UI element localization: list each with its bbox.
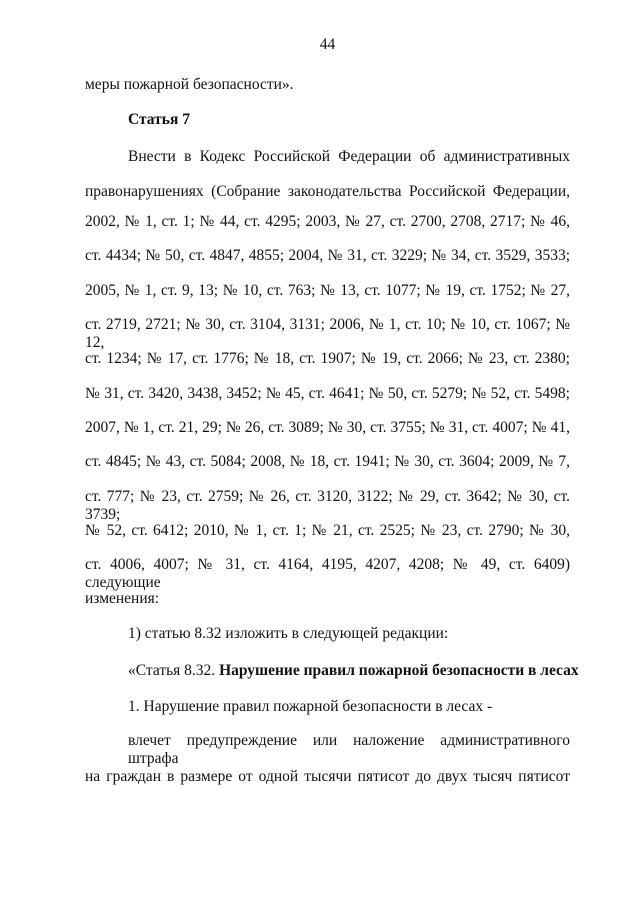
text-line: ст. 4006, 4007; № 31, ст. 4164, 4195, 4207, 4208; № 49, ст. 6409) следующие: [85, 556, 570, 591]
article-heading: [128, 111, 570, 129]
article-title: [128, 662, 579, 680]
text-line: 2007, № 1, ст. 21, 29; № 26, ст. 3089; № 30, ст. 3755; № 31, ст. 4007; № 41,: [85, 419, 570, 436]
text-line: 2005, № 1, ст. 9, 13; № 10, ст. 763; № 13, ст. 1077; № 19, ст. 1752; № 27,: [85, 282, 570, 299]
text-line: на граждан в размере от одной тысячи пятисот до двух тысяч пятисот: [85, 768, 570, 785]
text-line: правонарушениях (Собрание законодательства Российской Федерации,: [85, 183, 570, 200]
text-line: влечет предупреждение или наложение административного штрафа: [128, 732, 570, 767]
text-line: ст. 4845; № 43, ст. 5084; 2008, № 18, ст. 1941; № 30, ст. 3604; 2009, № 7,: [85, 453, 570, 470]
text-line: ст. 4434; № 50, ст. 4847, 4855; 2004, № 31, ст. 3229; № 34, ст. 3529, 3533;: [85, 247, 570, 264]
text-line: ст. 777; № 23, ст. 2759; № 26, ст. 3120, 3122; № 29, ст. 3642; № 30, ст. 3739;: [85, 488, 570, 523]
text-line: 2002, № 1, ст. 1; № 44, ст. 4295; 2003, № 27, ст. 2700, 2708, 2717; № 46,: [85, 213, 570, 230]
article-title-bold: Нарушение правил пожарной безопасности в лесах: [219, 662, 579, 679]
article-title-prefix: «Статья 8.32.: [128, 662, 220, 679]
article-heading-text: Статья 7: [128, 111, 190, 128]
text-line: 1. Нарушение правил пожарной безопасности в лесах -: [128, 698, 493, 715]
text-line: Внести в Кодекс Российской Федерации об административных: [128, 148, 570, 165]
text-line: изменения:: [85, 590, 160, 607]
text-line: № 31, ст. 3420, 3438, 3452; № 45, ст. 4641; № 50, ст. 5279; № 52, ст. 5498;: [85, 385, 570, 402]
text-line: № 52, ст. 6412; 2010, № 1, ст. 1; № 21, ст. 2525; № 23, ст. 2790; № 30,: [85, 522, 570, 539]
text-line: ст. 2719, 2721; № 30, ст. 3104, 3131; 2006, № 1, ст. 10; № 10, ст. 1067; № 12,: [85, 316, 570, 351]
text-line: ст. 1234; № 17, ст. 1776; № 18, ст. 1907; № 19, ст. 2066; № 23, ст. 2380;: [85, 350, 570, 367]
text-line: меры пожарной безопасности».: [85, 76, 294, 93]
page-number: 44: [319, 36, 336, 53]
text-line: 1) статью 8.32 изложить в следующей редакции:: [128, 625, 449, 642]
